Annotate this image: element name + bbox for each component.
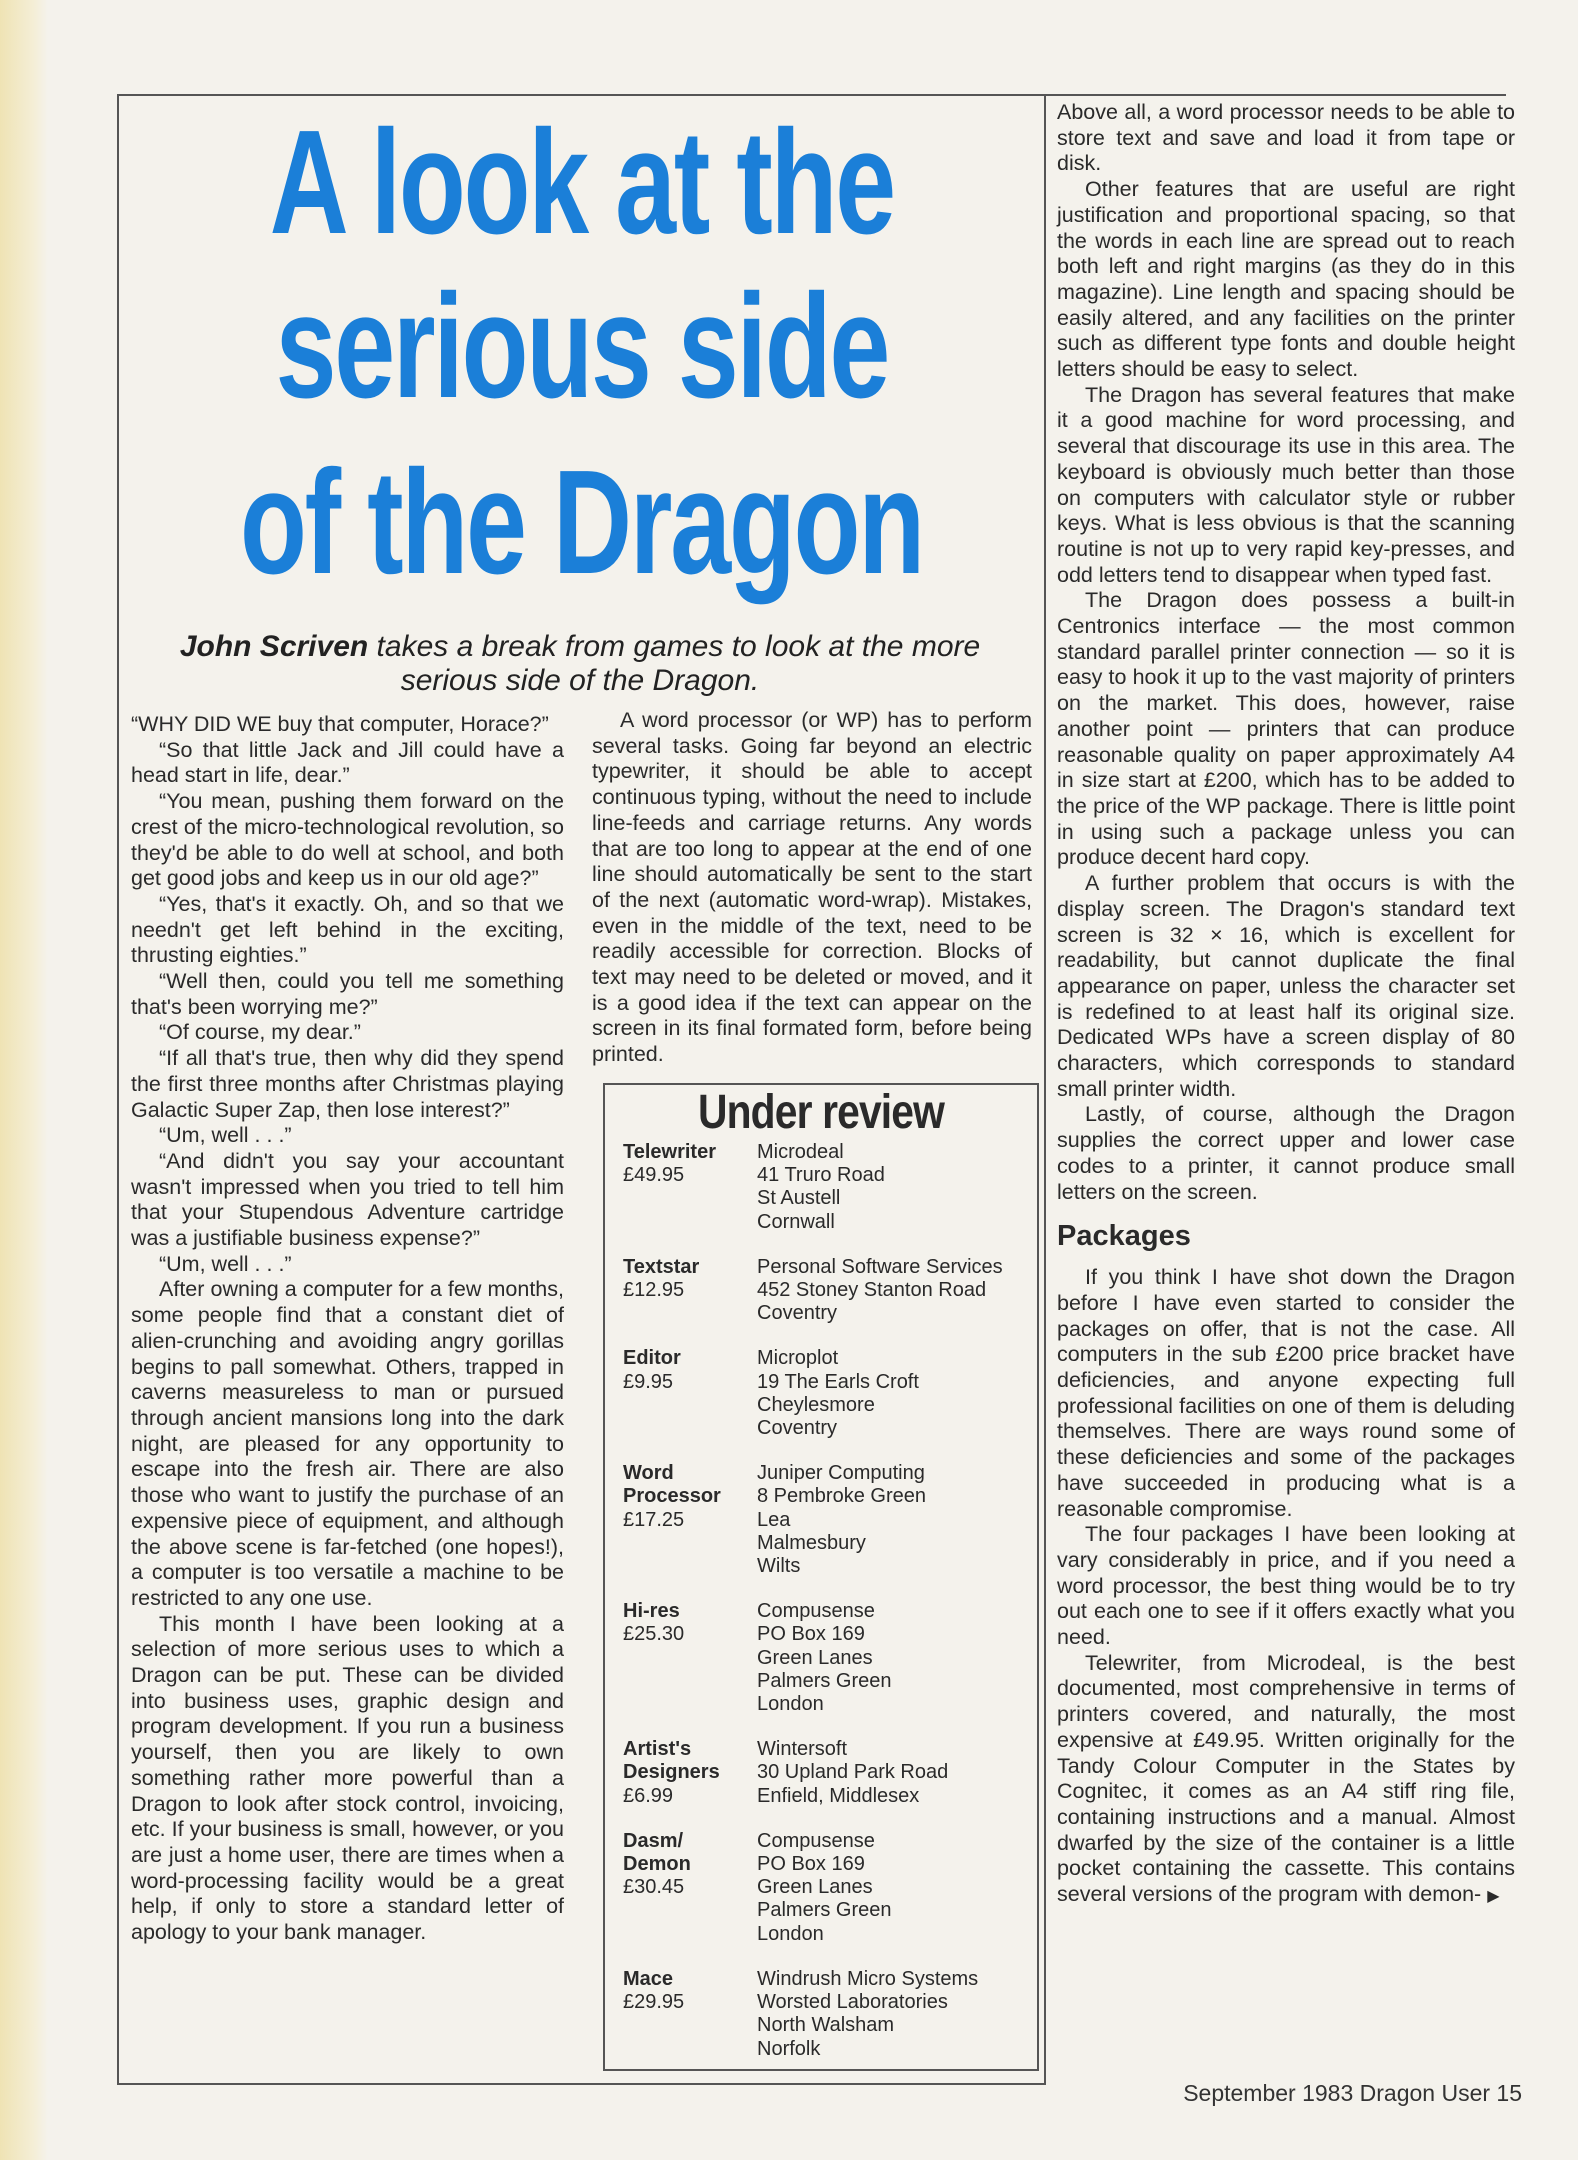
address-line: Juniper Computing	[757, 1462, 925, 1485]
address-line: Cheylesmore	[757, 1393, 875, 1416]
product	[623, 1347, 757, 1440]
product	[623, 1830, 757, 1946]
paragraph: “Yes, that's it exactly. Oh, and so that we needn't get left behind in the exciting, thrusting eighties.”	[131, 891, 564, 968]
review-entry	[623, 1462, 1019, 1578]
address-line: North Walsham	[757, 2014, 895, 2037]
address-line: Wintersoft	[757, 1738, 848, 1761]
address-line: Enfield, Middlesex	[757, 1784, 920, 1807]
product	[623, 1256, 757, 1326]
address-line: Lea	[757, 1508, 791, 1531]
standfirst	[140, 630, 1020, 698]
review-heading: Under review	[697, 1086, 945, 1139]
headline-text: A look at the	[269, 100, 894, 265]
product-name: Telewriter	[623, 1141, 716, 1163]
product-price: £17.25	[623, 1508, 685, 1531]
product-name: Hi-res	[623, 1600, 680, 1623]
supplier-address	[757, 1347, 919, 1440]
address-line: Green Lanes	[757, 1876, 873, 1899]
address-line: PO Box 169	[757, 1853, 865, 1876]
paragraph: “And didn't you say your accountant wasn't impressed when you tried to tell him that your Stupendous Adventure cartridge was a justifiable business expense?”	[131, 1148, 564, 1251]
column-3	[1057, 100, 1515, 1910]
paragraph-text: Telewriter, from Microdeal, is the best documented, most comprehensive in terms of printers covered, and naturally, the most expensive at £49.95. Written originally for the Tandy Colour Computer in the States by Cognitec, it comes as an A4 stiff ring file, containing instructions and a manual. Almost dwarfed by the size of the container is a little pocket containing the cassette. This contains several versions of the program with demon-	[1057, 1650, 1515, 1907]
address-line: 19 The Earls Croft	[757, 1370, 919, 1393]
review-entry	[623, 1141, 1019, 1234]
product-price: £9.95	[623, 1370, 674, 1393]
headline-line-2	[117, 264, 1046, 429]
column-1	[131, 712, 564, 1946]
address-line: Microdeal	[757, 1141, 844, 1163]
column-2	[592, 708, 1032, 1068]
headline-line-1	[117, 100, 1046, 265]
address-line: Windrush Micro Systems	[757, 1967, 979, 1990]
address-line: 41 Truro Road	[757, 1164, 885, 1187]
address-line: Malmesbury	[757, 1531, 866, 1554]
under-review-box	[603, 1083, 1039, 2071]
product-name: Mace	[623, 1967, 674, 1990]
address-line: Palmers Green	[757, 1669, 892, 1692]
address-line: Norfolk	[757, 2037, 821, 2060]
product-name: Designers	[623, 1761, 720, 1784]
headline-line-3	[117, 440, 1046, 605]
review-entry	[623, 1830, 1019, 1946]
address-line: Microplot	[757, 1347, 839, 1370]
address-line: Palmers Green	[757, 1899, 892, 1922]
product-price: £25.30	[623, 1623, 685, 1646]
page-footer	[1183, 2080, 1522, 2107]
address-line: 30 Upland Park Road	[757, 1761, 949, 1784]
paragraph: This month I have been looking at a selection of more serious uses to which a Dragon can be put. These can be divided into business uses, graphic design and program development. If you run a business yourself, then you are likely to own something rather more powerful than a Dragon to look after stock control, invoicing, etc. If your business is small, however, or you are just a home user, there are times when a word-processing facility would be a great help, if only to store a standard letter of apology to your bank manager.	[131, 1611, 564, 1945]
address-line: Personal Software Services	[757, 1255, 1003, 1278]
paragraph: “Um, well . . .”	[159, 1251, 292, 1276]
section-heading-packages: Packages	[1057, 1220, 1191, 1253]
paragraph: A further problem that occurs is with the display screen. The Dragon's standard text screen is 32 × 16, which is excellent for readability, but cannot duplicate the final appearance on paper, unless the character set is redefined to at least half its original size. Dedicated WPs have a screen display of 80 characters, which corresponds to standard small printer width.	[1057, 871, 1515, 1101]
headline-text: of the Dragon	[240, 440, 923, 605]
product	[623, 1141, 757, 1234]
standfirst-text: takes a break from games to look at the more serious side of the Dragon.	[368, 630, 981, 697]
paragraph: After owning a computer for a few months, some people find that a constant diet of alien-crunching and avoiding angry gorillas begins to pall somewhat. Others, trapped in caverns measureless to man or pursued through ancient mansions long into the dark night, are pleased for any opportunity to escape into the fresh air. There are also those who want to justify the purchase of an expensive piece of equipment, and although the above scene is far-fetched (one hopes!), a computer is too versatile a machine to be restricted to any one use.	[131, 1277, 564, 1610]
address-line: Worsted Laboratories	[757, 1991, 948, 2014]
product-price: £49.95	[623, 1164, 685, 1187]
review-entry	[623, 1256, 1019, 1326]
paragraph: The Dragon does possess a built-in Centronics interface — the most common standard parallel printer connection — so it is easy to hook it up to the vast majority of printers on the market. This does, however, raise another point — printers that can produce reasonable quality on paper approximately A4 in size start at £200, which has to be added to the price of the WP package. There is little point in using such a package unless you can produce decent hard copy.	[1057, 588, 1515, 870]
paragraph: The four packages I have been looking at vary considerably in price, and if you need a word processor, the best thing would be to try out each one to see if it offers exactly what you need.	[1057, 1522, 1515, 1650]
product-name: Dasm/	[623, 1829, 684, 1852]
address-line: Coventry	[757, 1302, 838, 1325]
address-line: St Austell	[757, 1187, 841, 1210]
product-name: Textstar	[623, 1255, 700, 1278]
product	[623, 1968, 757, 2061]
footer-text: September 1983 Dragon User 15	[1183, 2080, 1522, 2106]
paragraph: Lastly, of course, although the Dragon supplies the correct upper and lower case codes to a printer, it cannot produce small letters on the screen.	[1057, 1102, 1515, 1204]
product-price: £29.95	[623, 1991, 685, 2014]
address-line: 8 Pembroke Green	[757, 1485, 926, 1508]
product-name: Demon	[623, 1853, 691, 1876]
paragraph: “So that little Jack and Jill could have a head start in life, dear.”	[131, 737, 564, 788]
paragraph: A word processor (or WP) has to perform several tasks. Going far beyond an electric typewriter, it should be able to accept continuous typing, without the need to include line-feeds and carriage returns. Any words that are too long to appear at the end of one line should automatically be sent to the start of the next (automatic word-wrap). Mistakes, even in the middle of the text, need to be readily accessible for correction. Blocks of text may need to be deleted or moved, and it is a good idea if the text can appear on the screen in its final formated form, before being printed.	[592, 708, 1032, 1067]
paragraph: “Um, well . . .”	[159, 1123, 292, 1148]
address-line: 452 Stoney Stanton Road	[757, 1279, 987, 1302]
paragraph: Above all, a word processor needs to be able to store text and save and load it from tape or disk.	[1057, 100, 1515, 176]
supplier-address	[757, 1256, 1003, 1326]
supplier-address	[757, 1462, 926, 1578]
paragraph: Other features that are useful are right justification and proportional spacing, so that the words in each line are spread out to reach both left and right margins (as they do in this magazine). Line length and spacing should be easily altered, and any facilities on the printer such as different type fonts and double height letters should be easy to select.	[1057, 177, 1515, 382]
address-line: PO Box 169	[757, 1623, 865, 1646]
continue-arrow-icon: ▶	[1487, 1888, 1500, 1906]
product-price: £12.95	[623, 1279, 685, 1302]
page-edge	[0, 0, 48, 2160]
address-line: Compusense	[757, 1829, 875, 1852]
address-line: London	[757, 1693, 824, 1716]
address-line: Cornwall	[757, 1210, 835, 1233]
paragraph: “Well then, could you tell me something that's been worrying me?”	[131, 969, 564, 1019]
product-price: £30.45	[623, 1876, 685, 1899]
supplier-address	[757, 1830, 892, 1946]
address-line: Wilts	[757, 1555, 801, 1578]
address-line: Green Lanes	[757, 1646, 873, 1669]
address-line: London	[757, 1922, 824, 1945]
review-entry	[623, 1738, 1019, 1808]
review-entries	[623, 1141, 1019, 2061]
paragraph: The Dragon has several features that make it a good machine for word processing, and several that discourage its use in this area. The keyboard is obviously much better than those on computers with calculator style or rubber keys. What is less obvious is that the scanning routine is not up to very rapid key-presses, and odd letters tend to disappear when typed fast.	[1057, 382, 1515, 587]
top-rule	[1046, 94, 1506, 96]
author-name: John Scriven	[179, 630, 369, 663]
review-entry	[623, 1968, 1019, 2061]
address-line: Coventry	[757, 1417, 838, 1440]
product-name: Artist's	[623, 1738, 692, 1761]
headline-text: serious side	[275, 264, 888, 429]
product	[623, 1738, 757, 1808]
product-price: £6.99	[623, 1784, 674, 1807]
review-entry	[623, 1600, 1019, 1716]
paragraph: “You mean, pushing them forward on the crest of the micro-technological revolution, so they'd be able to do well at school, and both get good jobs and keep us in our old age?”	[131, 789, 564, 891]
paragraph: If you think I have shot down the Dragon before I have even started to consider the packages on offer, that is not the case. All computers in the sub £200 price bracket have deficiencies, and anyone expecting full professional facilities on one of them is deluding themselves. There are ways round some of these deficiencies and some of the packages have succeeded in producing what is a reasonable compromise.	[1057, 1265, 1515, 1521]
review-entry	[623, 1347, 1019, 1440]
paragraph: “WHY DID WE buy that computer, Horace?”	[131, 712, 549, 736]
product	[623, 1462, 757, 1578]
product-name: Processor	[623, 1485, 721, 1508]
supplier-address	[757, 1141, 885, 1234]
paragraph: “Of course, my dear.”	[159, 1020, 361, 1045]
supplier-address	[757, 1738, 948, 1808]
supplier-address	[757, 1600, 892, 1716]
supplier-address	[757, 1968, 978, 2061]
address-line: Compusense	[757, 1600, 875, 1623]
product-name: Editor	[623, 1347, 681, 1370]
product	[623, 1600, 757, 1716]
paragraph	[1057, 1651, 1515, 1910]
paragraph: “If all that's true, then why did they spend the first three months after Christmas playing Galactic Super Zap, then lose interest?”	[131, 1046, 564, 1122]
product-name: Word	[623, 1462, 674, 1485]
